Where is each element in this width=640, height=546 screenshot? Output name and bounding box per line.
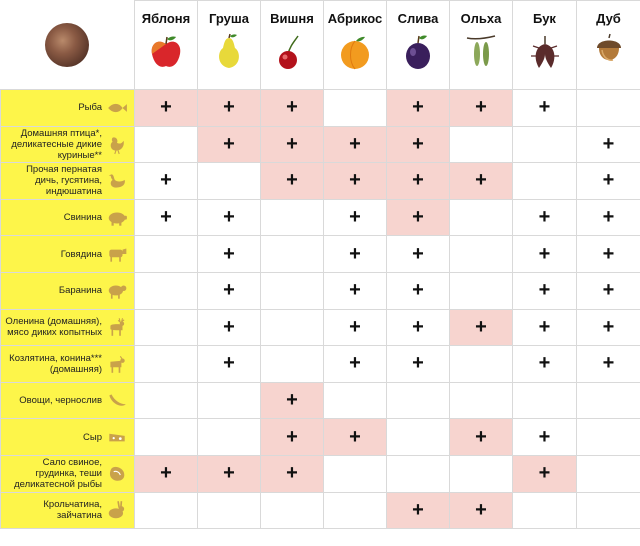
pairing-cell: [135, 126, 198, 163]
pear-icon: [209, 32, 249, 72]
column-header-5: [387, 1, 450, 90]
wood-chips-icon: [45, 23, 89, 67]
pairing-cell: [198, 90, 261, 127]
row-label: Овощи, чернослив: [19, 395, 102, 407]
row-label: Домашняя птица*, деликатесные дикие куриные**: [11, 127, 102, 161]
plus-mark: +: [538, 96, 551, 119]
row-label: Рыба: [78, 102, 102, 114]
table-row: [1, 90, 640, 127]
pairing-cell: [577, 382, 640, 419]
plus-mark: +: [349, 425, 361, 448]
pairing-cell: [135, 90, 198, 127]
table-row: [1, 455, 640, 492]
plus-mark: +: [223, 352, 235, 375]
pairing-cell: [513, 236, 577, 273]
plus-mark: +: [538, 206, 551, 229]
plus-mark: +: [475, 498, 487, 521]
vegetable-icon: [106, 390, 128, 412]
cherry-icon: [272, 32, 312, 72]
plus-mark: +: [412, 279, 424, 302]
plus-mark: +: [349, 132, 361, 155]
column-header-7: [513, 1, 577, 90]
row-label-cell: [1, 272, 135, 309]
pairing-cell: [577, 272, 640, 309]
beech-icon: [525, 32, 565, 72]
plus-mark: +: [223, 96, 235, 119]
plus-mark: +: [538, 425, 551, 448]
plus-mark: +: [412, 498, 424, 521]
pairing-cell: [261, 492, 324, 529]
pairing-cell: [324, 309, 387, 346]
pairing-cell: [198, 199, 261, 236]
row-label-cell: [1, 236, 135, 273]
row-label-cell: [1, 419, 135, 456]
plus-mark: +: [538, 352, 551, 375]
plus-mark: +: [412, 352, 424, 375]
pairing-cell: [198, 272, 261, 309]
plus-mark: +: [412, 132, 424, 155]
plum-icon: [398, 32, 438, 72]
plus-mark: +: [602, 169, 615, 192]
row-label: Крольчатина, зайчатина: [43, 499, 102, 522]
plus-mark: +: [538, 279, 551, 302]
plus-mark: +: [602, 132, 615, 155]
alder-icon: [461, 32, 501, 72]
plus-mark: +: [538, 242, 551, 265]
plus-mark: +: [286, 96, 298, 119]
pairing-cell: [450, 346, 513, 383]
row-label: Сало свиное, грудинка, теши деликатесной рыбы: [14, 457, 102, 491]
table-body: [1, 90, 640, 529]
row-label: Свинина: [63, 212, 102, 224]
pairing-cell: [577, 126, 640, 163]
goose-icon: [106, 170, 128, 192]
pairing-cell: [513, 126, 577, 163]
plus-mark: +: [412, 242, 424, 265]
row-label: Говядина: [60, 248, 102, 260]
column-header-4: [324, 1, 387, 90]
plus-mark: +: [223, 206, 235, 229]
table-row: [1, 199, 640, 236]
header-row: [1, 1, 640, 90]
column-label: Яблоня: [141, 11, 191, 26]
column-label: Слива: [397, 11, 439, 26]
pairing-cell: [261, 272, 324, 309]
column-label: Бук: [533, 11, 556, 26]
plus-mark: +: [412, 169, 424, 192]
pairing-cell: [324, 455, 387, 492]
fish-icon: [106, 97, 128, 119]
pairing-cell: [261, 455, 324, 492]
row-label-cell: [1, 455, 135, 492]
pairing-cell: [261, 126, 324, 163]
bacon-icon: [106, 463, 128, 485]
pairing-cell: [198, 492, 261, 529]
pairing-cell: [198, 126, 261, 163]
plus-mark: +: [160, 169, 172, 192]
row-label-cell: [1, 382, 135, 419]
plus-mark: +: [286, 425, 298, 448]
column-header-8: [577, 1, 640, 90]
pairing-cell: [261, 419, 324, 456]
column-header-3: [261, 1, 324, 90]
row-label-cell: [1, 346, 135, 383]
pairing-cell: [387, 126, 450, 163]
pairing-cell: [450, 163, 513, 200]
pairing-cell: [198, 309, 261, 346]
plus-mark: +: [286, 389, 298, 412]
pairing-cell: [513, 199, 577, 236]
plus-mark: +: [475, 425, 487, 448]
plus-mark: +: [412, 206, 424, 229]
plus-mark: +: [223, 132, 235, 155]
pairing-cell: [513, 346, 577, 383]
pairing-cell: [324, 236, 387, 273]
pairing-cell: [135, 272, 198, 309]
column-label: Дуб: [596, 11, 621, 26]
plus-mark: +: [538, 315, 551, 338]
pairing-cell: [513, 382, 577, 419]
pairing-cell: [135, 455, 198, 492]
plus-mark: +: [223, 279, 235, 302]
plus-mark: +: [602, 206, 615, 229]
pairing-cell: [135, 492, 198, 529]
row-label-cell: [1, 199, 135, 236]
pairing-cell: [577, 455, 640, 492]
row-label-cell: [1, 163, 135, 200]
pairing-cell: [261, 309, 324, 346]
row-label-cell: [1, 309, 135, 346]
pairing-cell: [324, 346, 387, 383]
pairing-cell: [513, 419, 577, 456]
pairing-cell: [135, 346, 198, 383]
table-row: [1, 236, 640, 273]
plus-mark: +: [475, 315, 487, 338]
pairing-cell: [261, 163, 324, 200]
pairing-cell: [387, 199, 450, 236]
pairing-cell: [450, 492, 513, 529]
pairing-cell: [450, 126, 513, 163]
pairing-cell: [513, 272, 577, 309]
pairing-cell: [135, 419, 198, 456]
pairing-cell: [450, 382, 513, 419]
pairing-cell: [324, 199, 387, 236]
cheese-icon: [106, 426, 128, 448]
pairing-cell: [324, 419, 387, 456]
rabbit-icon: [106, 499, 128, 521]
plus-mark: +: [412, 96, 424, 119]
pairing-cell: [450, 309, 513, 346]
pairing-cell: [324, 163, 387, 200]
pairing-cell: [577, 492, 640, 529]
table-row: [1, 272, 640, 309]
row-label: Баранина: [58, 285, 102, 297]
column-label: Абрикос: [327, 11, 383, 26]
pairing-cell: [513, 163, 577, 200]
column-header-2: [198, 1, 261, 90]
pairing-cell: [450, 90, 513, 127]
pairing-cell: [513, 90, 577, 127]
pairing-cell: [324, 382, 387, 419]
pairing-cell: [387, 455, 450, 492]
pairing-cell: [450, 272, 513, 309]
plus-mark: +: [349, 242, 361, 265]
pairing-cell: [198, 346, 261, 383]
plus-mark: +: [286, 132, 298, 155]
pairing-cell: [135, 382, 198, 419]
column-header-6: [450, 1, 513, 90]
pairing-cell: [450, 455, 513, 492]
pairing-cell: [324, 126, 387, 163]
table-row: [1, 382, 640, 419]
plus-mark: +: [223, 462, 235, 485]
plus-mark: +: [286, 169, 298, 192]
acorn-icon: [589, 32, 629, 72]
pairing-cell: [324, 272, 387, 309]
pairing-cell: [450, 199, 513, 236]
pairing-cell: [135, 236, 198, 273]
row-label-cell: [1, 90, 135, 127]
pairing-cell: [198, 382, 261, 419]
plus-mark: +: [602, 242, 615, 265]
pairing-cell: [577, 236, 640, 273]
plus-mark: +: [160, 462, 172, 485]
table-row: [1, 419, 640, 456]
apple-icon: [146, 32, 186, 72]
row-label: Козлятина, конина*** (домашняя): [9, 352, 102, 375]
plus-mark: +: [602, 315, 615, 338]
pairing-cell: [387, 236, 450, 273]
pairing-cell: [387, 90, 450, 127]
pairing-cell: [387, 309, 450, 346]
pairing-cell: [135, 309, 198, 346]
pairing-cell: [261, 382, 324, 419]
row-label-cell: [1, 126, 135, 163]
pairing-cell: [261, 199, 324, 236]
pairing-cell: [198, 163, 261, 200]
pairing-cell: [324, 90, 387, 127]
pairing-cell: [387, 163, 450, 200]
pairing-cell: [387, 346, 450, 383]
row-label: Прочая пернатая дичь, гусятина, индюшатина: [26, 164, 102, 198]
table-row: [1, 126, 640, 163]
pig-icon: [106, 207, 128, 229]
pairing-cell: [198, 419, 261, 456]
table-row: [1, 492, 640, 529]
pairing-cell: [577, 419, 640, 456]
pairing-cell: [577, 199, 640, 236]
deer-icon: [106, 316, 128, 338]
plus-mark: +: [602, 352, 615, 375]
plus-mark: +: [349, 352, 361, 375]
column-label: Ольха: [460, 11, 502, 26]
pairing-cell: [135, 199, 198, 236]
pairing-cell: [324, 492, 387, 529]
column-header-1: [135, 1, 198, 90]
pairing-cell: [198, 236, 261, 273]
plus-mark: +: [412, 315, 424, 338]
plus-mark: +: [160, 96, 172, 119]
pairing-cell: [387, 419, 450, 456]
row-label: Оленина (домашняя), мясо диких копытных: [5, 316, 102, 339]
pairing-cell: [135, 163, 198, 200]
table-row: [1, 309, 640, 346]
pairing-cell: [387, 382, 450, 419]
cow-icon: [106, 243, 128, 265]
row-label-cell: [1, 492, 135, 529]
pairing-cell: [450, 419, 513, 456]
column-label: Груша: [209, 11, 249, 26]
pairing-cell: [450, 236, 513, 273]
pairing-cell: [577, 346, 640, 383]
pairing-cell: [198, 455, 261, 492]
plus-mark: +: [223, 315, 235, 338]
plus-mark: +: [349, 279, 361, 302]
pairing-cell: [387, 492, 450, 529]
pairing-cell: [577, 163, 640, 200]
table-row: [1, 346, 640, 383]
pairing-cell: [577, 309, 640, 346]
pairing-cell: [261, 346, 324, 383]
pairing-cell: [261, 236, 324, 273]
plus-mark: +: [349, 315, 361, 338]
plus-mark: +: [349, 206, 361, 229]
plus-mark: +: [349, 169, 361, 192]
sheep-icon: [106, 280, 128, 302]
corner-cell: [1, 1, 135, 90]
plus-mark: +: [475, 96, 487, 119]
plus-mark: +: [160, 206, 172, 229]
goat-icon: [106, 353, 128, 375]
plus-mark: +: [286, 462, 298, 485]
pairing-cell: [387, 272, 450, 309]
table-row: [1, 163, 640, 200]
column-label: Вишня: [270, 11, 314, 26]
pairing-cell: [513, 309, 577, 346]
pairing-cell: [513, 455, 577, 492]
pairing-cell: [513, 492, 577, 529]
pairing-cell: [261, 90, 324, 127]
plus-mark: +: [602, 279, 615, 302]
plus-mark: +: [223, 242, 235, 265]
apricot-icon: [335, 32, 375, 72]
pairing-cell: [577, 90, 640, 127]
chicken-icon: [106, 133, 128, 155]
plus-mark: +: [538, 462, 551, 485]
plus-mark: +: [475, 169, 487, 192]
row-label: Сыр: [83, 431, 102, 443]
